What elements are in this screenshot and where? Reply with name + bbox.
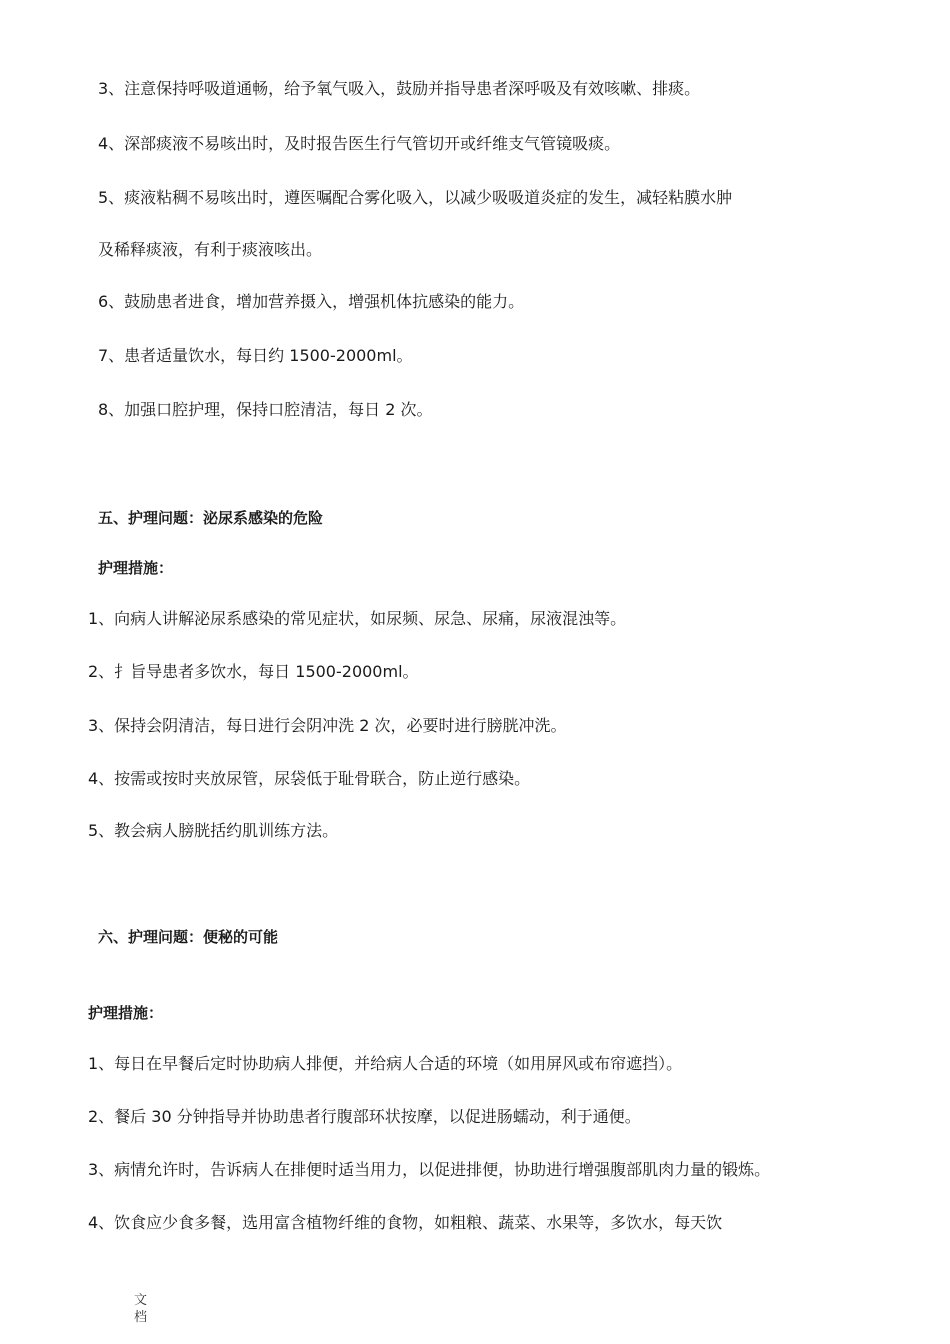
measures-label: 护理措施： (98, 559, 174, 577)
list-item: 7、患者适量饮水，每日约 1500-2000ml。 (98, 346, 413, 365)
footer-text: 档 (134, 1310, 148, 1325)
footer-text: 文 (134, 1293, 148, 1308)
list-item: 4、深部痰液不易咳出时，及时报告医生行气管切开或纤维支气管镜吸痰。 (98, 134, 621, 153)
measures-label: 护理措施： (88, 1004, 164, 1022)
list-item: 6、鼓励患者进食，增加营养摄入，增强机体抗感染的能力。 (98, 292, 525, 311)
section-heading: 六、护理问题：便秘的可能 (98, 928, 279, 946)
list-item: 3、保持会阴清洁，每日进行会阴冲洗 2 次，必要时进行膀胱冲洗。 (88, 716, 567, 735)
list-item: 2、扌旨导患者多饮水，每日 1500-2000ml。 (88, 662, 419, 681)
list-item: 3、病情允许时，告诉病人在排便时适当用力，以促进排便，协助进行增强腹部肌肉力量的锻炼。 (88, 1160, 771, 1179)
list-item: 5、教会病人膀胱括约肌训练方法。 (88, 821, 339, 840)
list-item: 4、饮食应少食多餐，选用富含植物纤维的食物，如粗粮、蔬菜、水果等，多饮水，每天饮 (88, 1213, 723, 1232)
list-item: 5、痰液粘稠不易咳出时，遵医嘱配合雾化吸入，以减少吸吸道炎症的发生，减轻粘膜水肿 (98, 188, 733, 207)
list-item: 8、加强口腔护理，保持口腔清洁，每日 2 次。 (98, 400, 433, 419)
list-item: 3、注意保持呼吸道通畅，给予氧气吸入，鼓励并指导患者深呼吸及有效咳嗽、排痰。 (98, 79, 701, 98)
list-item: 1、每日在早餐后定时协助病人排便，并给病人合适的环境（如用屏风或布帘遮挡）。 (88, 1054, 683, 1073)
list-item: 4、按需或按时夹放尿管，尿袋低于耻骨联合，防止逆行感染。 (88, 769, 531, 788)
list-item: 2、餐后 30 分钟指导并协助患者行腹部环状按摩，以促进肠蠕动，利于通便。 (88, 1107, 641, 1126)
section-heading: 五、护理问题：泌尿系感染的危险 (98, 509, 324, 527)
list-item: 1、向病人讲解泌尿系感染的常见症状，如尿频、尿急、尿痛，尿液混浊等。 (88, 609, 627, 628)
list-item-continuation: 及稀释痰液，有利于痰液咳出。 (98, 240, 323, 259)
